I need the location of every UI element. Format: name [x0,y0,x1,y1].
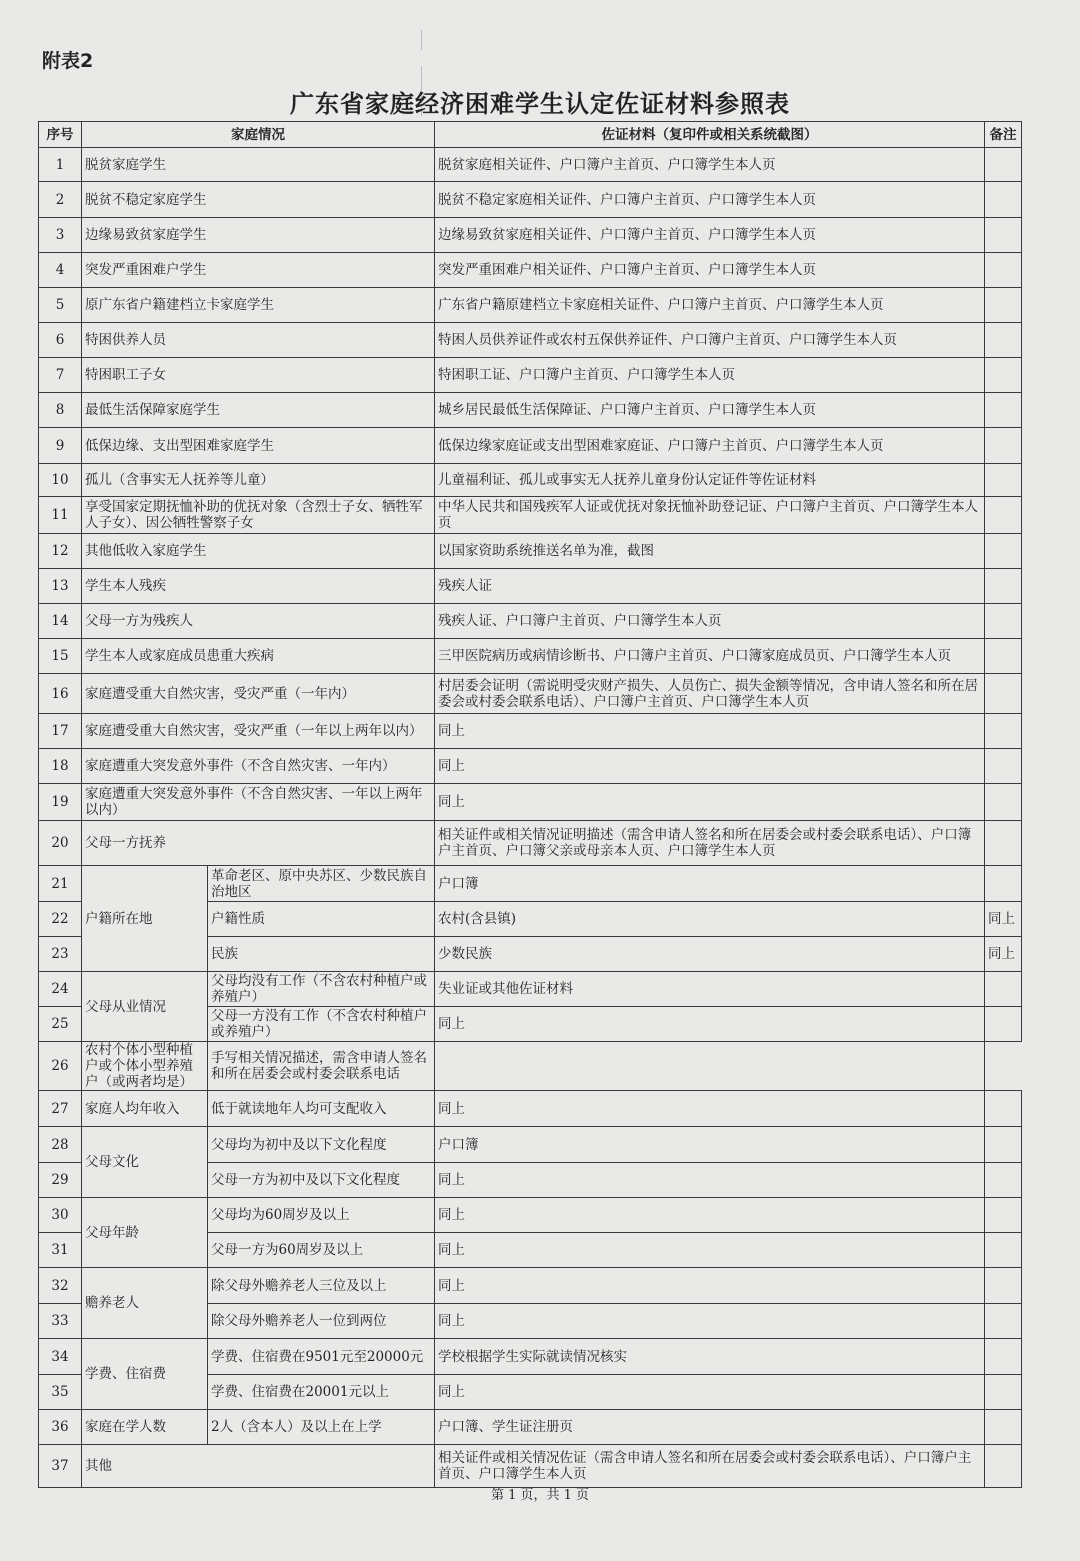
situation-detail: 父母均没有工作（不含农村种植户或养殖户） [208,972,435,1007]
row-number: 26 [39,1042,82,1091]
family-situation: 父母一方抚养 [82,821,435,866]
row-number: 22 [39,902,82,937]
row-number: 12 [39,534,82,569]
family-situation: 家庭遭受重大自然灾害，受灾严重（一年内） [82,674,435,714]
page-footer: 第 1 页，共 1 页 [490,1488,590,1503]
evidence-material: 同上 [435,784,985,821]
evidence-material: 学校根据学生实际就读情况核实 [435,1339,985,1375]
page-title: 广东省家庭经济困难学生认定佐证材料参照表 [290,89,790,118]
family-situation: 学生本人或家庭成员患重大疾病 [82,639,435,674]
remark-cell [985,749,1022,784]
family-situation: 最低生活保障家庭学生 [82,393,435,428]
situation-detail: 农村(含县镇) [435,902,985,937]
row-number: 9 [39,428,82,464]
family-situation: 父母一方为残疾人 [82,604,435,639]
row-number: 34 [39,1339,82,1375]
family-situation: 其他 [82,1445,435,1488]
evidence-material: 同上 [435,1091,985,1127]
remark-cell [985,1268,1022,1304]
remark-cell [985,358,1022,393]
family-situation: 原广东省户籍建档立卡家庭学生 [82,288,435,323]
header-no: 序号 [39,122,82,148]
table-row [39,393,1022,428]
remark-cell [435,1042,985,1091]
situation-detail: 革命老区、原中央苏区、少数民族自治地区 [208,866,435,902]
situation-detail: 除父母外赡养老人三位及以上 [208,1268,435,1304]
evidence-material: 同上 [985,937,1022,972]
table-row [39,497,1022,534]
remark-cell [985,1445,1022,1488]
remark-cell [985,1375,1022,1410]
family-situation: 享受国家定期抚恤补助的优抚对象（含烈士子女、牺牲军人子女）、因公牺牲警察子女 [82,497,435,534]
row-number: 28 [39,1127,82,1163]
family-situation: 突发严重困难户学生 [82,253,435,288]
table-row [39,1268,1022,1304]
table-row [39,1127,1022,1163]
table-row [39,821,1022,866]
remark-cell [985,1163,1022,1198]
evidence-material: 脱贫不稳定家庭相关证件、户口簿户主首页、户口簿学生本人页 [435,182,985,218]
situation-detail: 父母一方没有工作（不含农村种植户或养殖户） [208,1007,435,1042]
table-row [39,288,1022,323]
family-situation: 家庭遭受重大自然灾害，受灾严重（一年以上两年以内） [82,714,435,749]
evidence-material: 儿童福利证、孤儿或事实无人抚养儿童身份认定证件等佐证材料 [435,464,985,497]
family-situation: 脱贫不稳定家庭学生 [82,182,435,218]
row-number: 5 [39,288,82,323]
row-number: 37 [39,1445,82,1488]
situation-category: 家庭在学人数 [82,1410,208,1445]
remark-cell [985,1339,1022,1375]
row-number: 19 [39,784,82,821]
evidence-material: 特困职工证、户口簿户主首页、户口簿学生本人页 [435,358,985,393]
remark-cell [985,1198,1022,1233]
row-number: 36 [39,1410,82,1445]
evidence-material: 以国家资助系统推送名单为准，截图 [435,534,985,569]
situation-detail: 父母一方为60周岁及以上 [208,1233,435,1268]
remark-cell [985,1233,1022,1268]
evidence-material: 相关证件或相关情况证明描述（需含申请人签名和所在居委会或村委会联系电话）、户口簿户主首页、户口簿父亲或母亲本人页、户口簿学生本人页 [435,821,985,866]
evidence-material: 失业证或其他佐证材料 [435,972,985,1007]
table-row [39,1445,1022,1488]
situation-detail: 2人（含本人）及以上在上学 [208,1410,435,1445]
remark-cell [985,1091,1022,1127]
table-row [39,428,1022,464]
evidence-material: 低保边缘家庭证或支出型困难家庭证、户口簿户主首页、户口簿学生本人页 [435,428,985,464]
row-number: 7 [39,358,82,393]
table-row [39,639,1022,674]
situation-category: 赡养老人 [82,1268,208,1339]
evidence-material: 脱贫家庭相关证件、户口簿户主首页、户口簿学生本人页 [435,148,985,182]
table-row [39,182,1022,218]
evidence-material: 同上 [435,749,985,784]
row-number: 14 [39,604,82,639]
family-situation: 边缘易致贫家庭学生 [82,218,435,253]
row-number: 24 [39,972,82,1007]
table-row [39,464,1022,497]
situation-detail: 学费、住宿费在20001元以上 [208,1375,435,1410]
situation-detail: 少数民族 [435,937,985,972]
family-situation: 学生本人残疾 [82,569,435,604]
situation-detail: 农村个体小型种植户或个体小型养殖户（或两者均是） [82,1042,208,1091]
row-number: 15 [39,639,82,674]
table-row [39,569,1022,604]
evidence-material: 同上 [435,1198,985,1233]
evidence-material: 三甲医院病历或病情诊断书、户口簿户主首页、户口簿家庭成员页、户口簿学生本人页 [435,639,985,674]
header-remark: 备注 [985,122,1022,148]
table-row [39,784,1022,821]
evidence-material: 城乡居民最低生活保障证、户口簿户主首页、户口簿学生本人页 [435,393,985,428]
situation-category: 父母年龄 [82,1198,208,1268]
situation-detail: 学费、住宿费在9501元至20000元 [208,1339,435,1375]
remark-cell [985,639,1022,674]
situation-detail: 父母一方为初中及以下文化程度 [208,1163,435,1198]
remark-cell [985,464,1022,497]
row-number: 17 [39,714,82,749]
row-number: 35 [39,1375,82,1410]
evidence-material: 同上 [435,714,985,749]
remark-cell [985,1007,1022,1042]
evidence-material: 残疾人证、户口簿户主首页、户口簿学生本人页 [435,604,985,639]
situation-detail: 父母均为初中及以下文化程度 [208,1127,435,1163]
table-row [39,253,1022,288]
table-row [39,1339,1022,1375]
row-number: 13 [39,569,82,604]
table-row [39,604,1022,639]
remark-cell [985,784,1022,821]
family-situation: 低保边缘、支出型困难家庭学生 [82,428,435,464]
remark-cell [985,534,1022,569]
situation-detail: 低于就读地年人均可支配收入 [208,1091,435,1127]
situation-category: 户籍性质 [208,902,435,937]
row-number: 25 [39,1007,82,1042]
table-row [39,1091,1022,1127]
row-number: 3 [39,218,82,253]
situation-category: 家庭人均年收入 [82,1091,208,1127]
reference-table [38,121,1022,1488]
row-number: 2 [39,182,82,218]
family-situation: 其他低收入家庭学生 [82,534,435,569]
row-number: 29 [39,1163,82,1198]
row-number: 31 [39,1233,82,1268]
table-row [39,358,1022,393]
table-row [39,866,1022,902]
fold-line [421,30,422,50]
row-number: 20 [39,821,82,866]
remark-cell [985,866,1022,902]
table-header-row [39,122,1022,148]
table-row [39,972,1022,1007]
evidence-material: 同上 [435,1268,985,1304]
row-number: 27 [39,1091,82,1127]
table-row [39,323,1022,358]
remark-cell [985,674,1022,714]
evidence-material: 户口簿 [435,1127,985,1163]
remark-cell [985,972,1022,1007]
family-situation: 孤儿（含事实无人抚养等儿童） [82,464,435,497]
situation-category: 民族 [208,937,435,972]
family-situation: 家庭遭重大突发意外事件（不含自然灾害、一年以上两年以内） [82,784,435,821]
remark-cell [985,497,1022,534]
row-number: 11 [39,497,82,534]
evidence-material: 同上 [435,1163,985,1198]
table-row [39,1410,1022,1445]
situation-detail: 除父母外赡养老人一位到两位 [208,1304,435,1339]
remark-cell [985,1304,1022,1339]
remark-cell [985,1127,1022,1163]
evidence-material: 中华人民共和国残疾军人证或优抚对象抚恤补助登记证、户口簿户主首页、户口簿学生本人页 [435,497,985,534]
remark-cell [985,604,1022,639]
row-number: 4 [39,253,82,288]
evidence-material: 同上 [435,1007,985,1042]
table-row [39,1042,1022,1091]
table-row [39,534,1022,569]
row-number: 21 [39,866,82,902]
remark-cell [985,569,1022,604]
row-number: 23 [39,937,82,972]
remark-cell [985,148,1022,182]
remark-cell [985,288,1022,323]
evidence-material: 同上 [435,1304,985,1339]
table-row [39,218,1022,253]
row-number: 33 [39,1304,82,1339]
evidence-material: 边缘易致贫家庭相关证件、户口簿户主首页、户口簿学生本人页 [435,218,985,253]
row-number: 32 [39,1268,82,1304]
remark-cell [985,393,1022,428]
evidence-material: 相关证件或相关情况佐证（需含申请人签名和所在居委会或村委会联系电话）、户口簿户主首页、户口簿学生本人页 [435,1445,985,1488]
table-row [39,714,1022,749]
header-situation: 家庭情况 [82,122,435,148]
situation-category: 户籍所在地 [82,866,208,972]
evidence-material: 村居委会证明（需说明受灾财产损失、人员伤亡、损失金额等情况，含申请人签名和所在居委会或村委会联系电话）、户口簿户主首页、户口簿学生本人页 [435,674,985,714]
evidence-material: 同上 [435,1375,985,1410]
situation-category: 学费、住宿费 [82,1339,208,1410]
remark-cell [985,182,1022,218]
table-row [39,148,1022,182]
row-number: 1 [39,148,82,182]
remark-cell [985,1410,1022,1445]
family-situation: 特困职工子女 [82,358,435,393]
header-material: 佐证材料（复印件或相关系统截图） [435,122,985,148]
evidence-material: 残疾人证 [435,569,985,604]
remark-cell [985,253,1022,288]
row-number: 6 [39,323,82,358]
row-number: 8 [39,393,82,428]
situation-category: 父母从业情况 [82,972,208,1042]
row-number: 30 [39,1198,82,1233]
annex-label: 附表2 [42,50,94,72]
remark-cell [985,428,1022,464]
family-situation: 家庭遭重大突发意外事件（不含自然灾害、一年内） [82,749,435,784]
evidence-material: 同上 [985,902,1022,937]
situation-category: 父母文化 [82,1127,208,1198]
remark-cell [985,323,1022,358]
evidence-material: 手写相关情况描述，需含申请人签名和所在居委会或村委会联系电话 [208,1042,435,1091]
table-row [39,674,1022,714]
evidence-material: 特困人员供养证件或农村五保供养证件、户口簿户主首页、户口簿学生本人页 [435,323,985,358]
situation-detail: 父母均为60周岁及以上 [208,1198,435,1233]
remark-cell [985,714,1022,749]
family-situation: 脱贫家庭学生 [82,148,435,182]
table-row [39,1198,1022,1233]
remark-cell [985,821,1022,866]
evidence-material: 广东省户籍原建档立卡家庭相关证件、户口簿户主首页、户口簿学生本人页 [435,288,985,323]
row-number: 16 [39,674,82,714]
evidence-material: 突发严重困难户相关证件、户口簿户主首页、户口簿学生本人页 [435,253,985,288]
row-number: 18 [39,749,82,784]
evidence-material: 户口簿、学生证注册页 [435,1410,985,1445]
evidence-material: 户口簿 [435,866,985,902]
family-situation: 特困供养人员 [82,323,435,358]
remark-cell [985,218,1022,253]
evidence-material: 同上 [435,1233,985,1268]
table-row [39,749,1022,784]
row-number: 10 [39,464,82,497]
